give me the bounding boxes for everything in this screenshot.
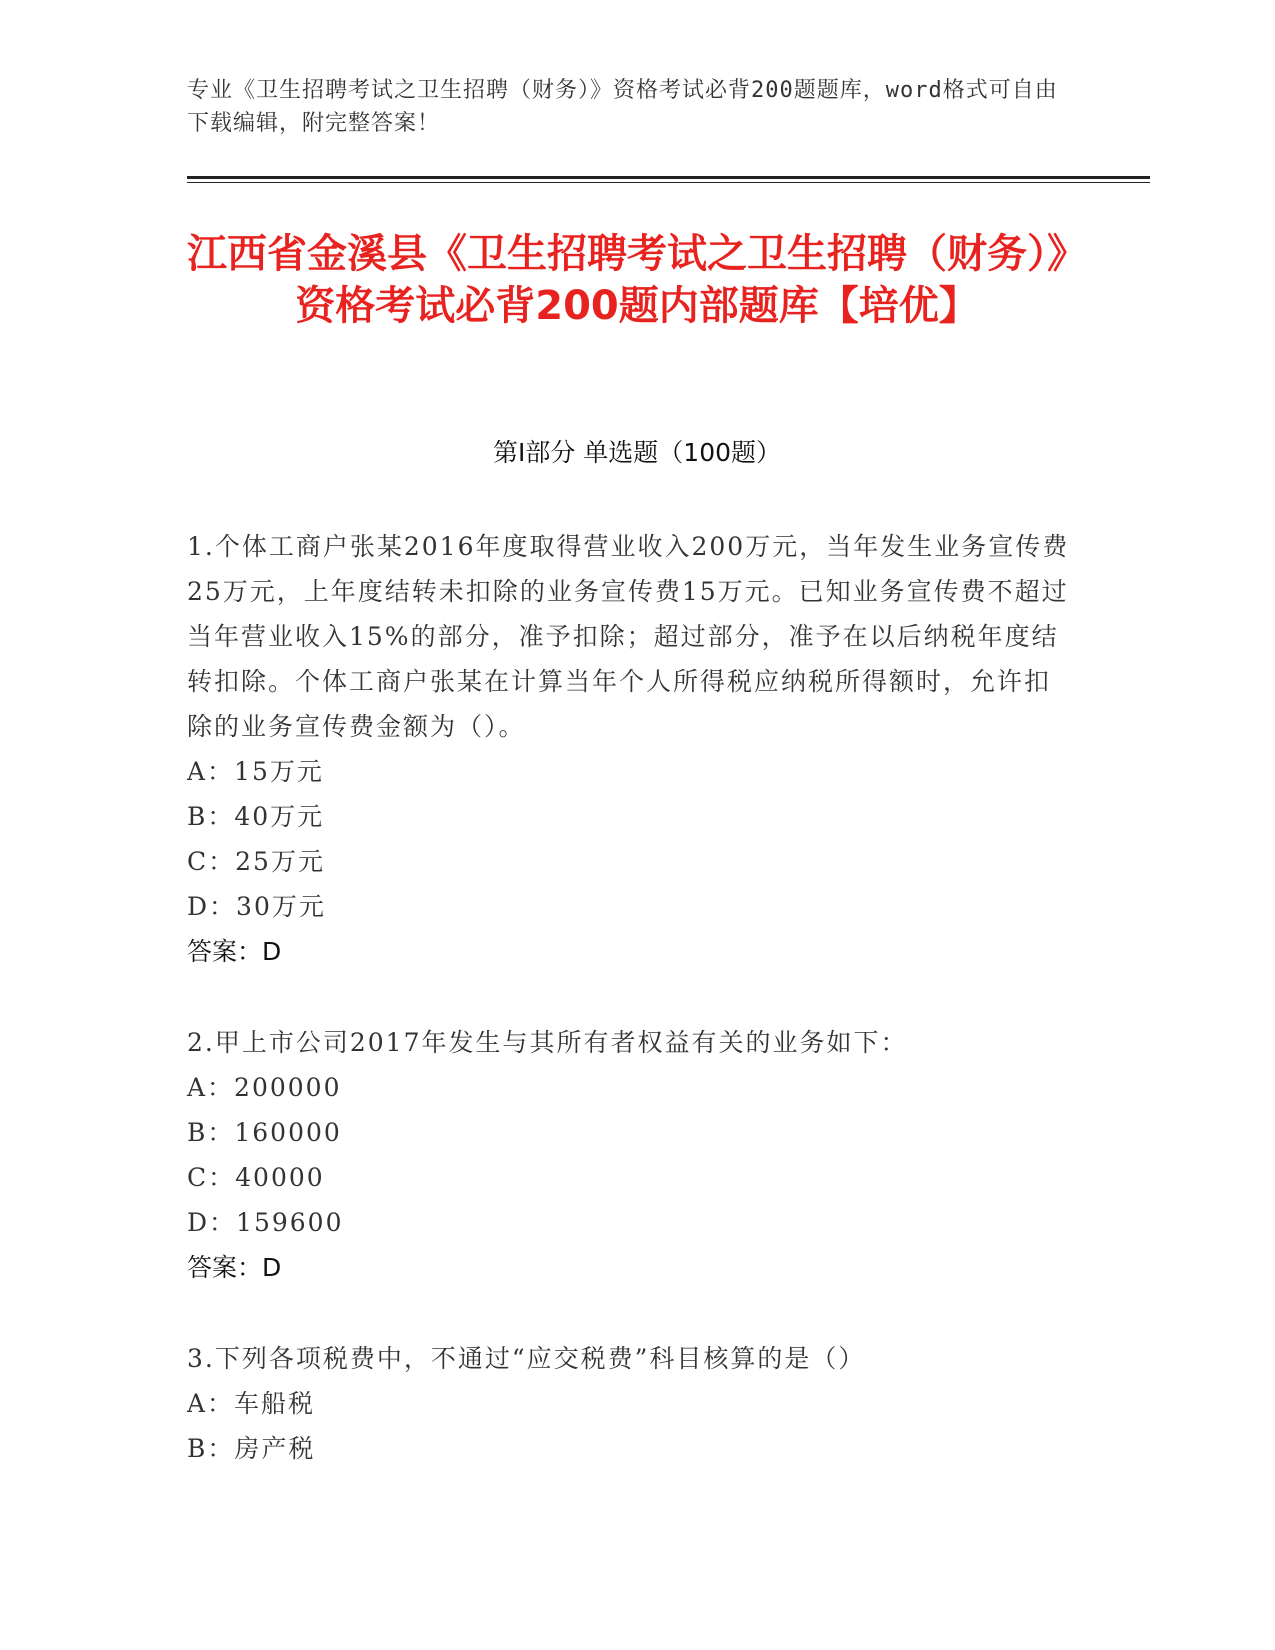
question-answer: 答案：D [187, 937, 282, 966]
question-list [187, 524, 1077, 1517]
question-1 [187, 524, 1077, 974]
question-stem: 3.下列各项税费中，不通过“应交税费”科目核算的是（） [187, 1344, 866, 1373]
document-title: 江西省金溪县《卫生招聘考试之卫生招聘（财务）》资格考试必背200题内部题库【培优】 [187, 231, 1087, 329]
option-a: A：200000 [187, 1073, 342, 1102]
question-3 [187, 1336, 1077, 1471]
option-b: B：房产税 [187, 1434, 316, 1463]
question-stem: 1.个体工商户张某2016年度取得营业收入200万元，当年发生业务宣传费25万元，上年度结转未扣除的业务宣传费15万元。已知业务宣传费不超过当年营业收入15%的部分，准予扣除；超过部分，准予在以后纳税年度结转扣除。个体工商户张某在计算当年个人所得税应纳税所得额时，允许扣除的业务宣传费金额为（）。 [187, 532, 1070, 741]
question-2 [187, 1020, 1077, 1290]
option-d: D：30万元 [187, 892, 326, 921]
option-d: D：159600 [187, 1208, 344, 1237]
option-c: C：40000 [187, 1163, 325, 1192]
header-rule-thin [187, 182, 1150, 183]
option-b: B：160000 [187, 1118, 342, 1147]
header-note: 专业《卫生招聘考试之卫生招聘（财务）》资格考试必背200题题库，word格式可自由下载编辑，附完整答案！ [187, 78, 1058, 136]
option-a: A：15万元 [187, 757, 324, 786]
question-answer: 答案：D [187, 1253, 282, 1282]
option-b: B：40万元 [187, 802, 325, 831]
option-c: C：25万元 [187, 847, 325, 876]
section-heading: 第Ⅰ部分 单选题（100题） [492, 438, 782, 467]
header-rule-thick [187, 176, 1150, 179]
option-a: A：车船税 [187, 1389, 316, 1418]
question-stem: 2.甲上市公司2017年发生与其所有者权益有关的业务如下： [187, 1028, 908, 1057]
